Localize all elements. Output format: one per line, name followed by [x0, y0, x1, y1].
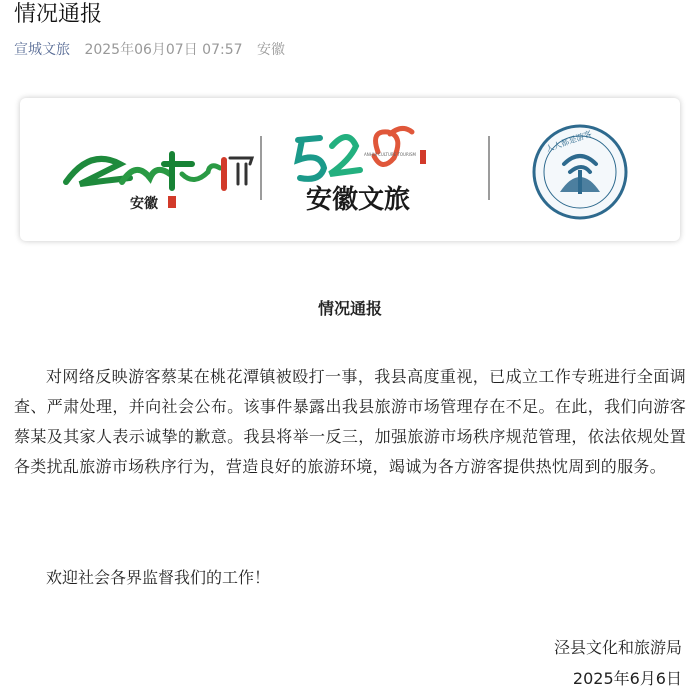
svg-text:ANHUI CULTURE TOURISM: ANHUI CULTURE TOURISM	[364, 152, 416, 157]
520-logo-caption: 安徽文旅	[306, 185, 411, 215]
author-link[interactable]: 宣城文旅	[14, 42, 70, 58]
signature-org: 泾县文化和旅游局	[553, 638, 682, 657]
svg-text:人人都是游客: 人人都是游客	[544, 129, 593, 154]
banner-divider	[260, 136, 262, 200]
anhui-logo-caption: 安徽	[130, 196, 158, 212]
notice-closing: 欢迎社会各界监督我们的工作！	[46, 568, 271, 587]
seal-logo	[530, 122, 630, 222]
notice-heading: 情况通报	[317, 299, 382, 318]
publish-datetime: 2025年06月07日 07:57	[84, 42, 243, 58]
banner-divider	[488, 136, 490, 200]
article-title: 情况通报	[14, 2, 103, 27]
publish-location: 安徽	[256, 42, 285, 58]
520-logo	[290, 120, 460, 218]
notice-paragraph: 对网络反映游客蔡某在桃花潭镇被殴打一事，我县高度重视，已成立工作专班进行全面调查、严肃处理，并向社会公布。该事件暴露出我县旅游市场管理存在不足。在此，我们向游客蔡某及其家人表示诚挚的歉意。我县将举一反三，加强旅游市场秩序规范管理，依法依规处置各类扰乱旅游市场秩序行为，营造良好的旅游环境，竭诚为各方游客提供热忱周到的服务。	[14, 367, 686, 476]
article-meta	[14, 40, 295, 60]
anhui-logo	[60, 134, 260, 214]
banner-image	[20, 98, 680, 241]
signature-date: 2025年6月6日	[572, 669, 682, 688]
